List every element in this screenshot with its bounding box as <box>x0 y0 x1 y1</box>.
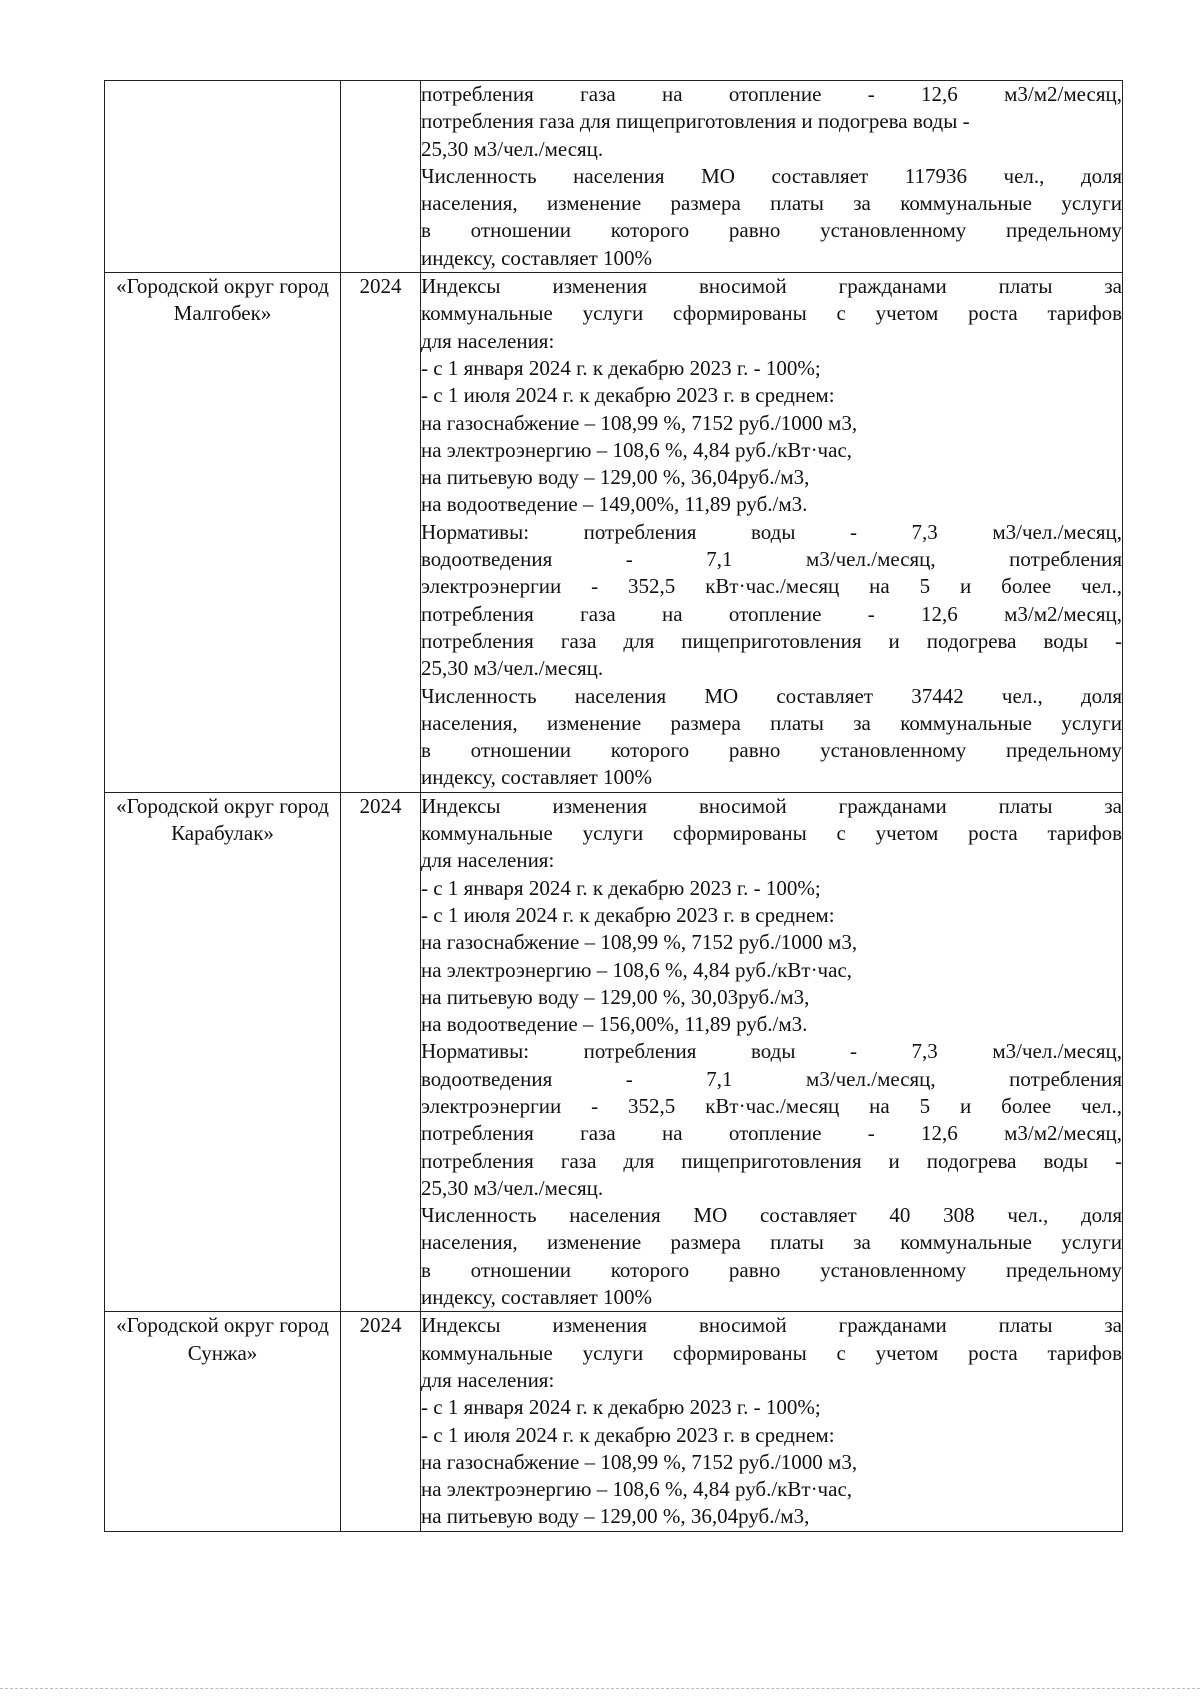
table-row <box>105 792 1123 1312</box>
year-value: 2024 <box>359 793 402 818</box>
description-line: индексу, составляет 100% <box>421 245 653 270</box>
municipality-cell <box>105 273 341 793</box>
description-line: электроэнергии - 352,5 кВт·час./месяц на 5 и более чел., <box>421 1093 1122 1118</box>
description-line: Численность населения МО составляет 37442 чел., доля <box>421 683 1122 708</box>
description-line: коммунальные услуги сформированы с учетом роста тарифов <box>421 821 1122 846</box>
year-value: 2024 <box>359 274 402 299</box>
description-line: на электроэнергию – 108,6 %, 4,84 руб./кВт·час, <box>421 437 853 462</box>
description-cell <box>421 1312 1123 1531</box>
description-line: в отношении которого равно установленному предельному <box>421 218 1122 243</box>
description-line: потребления газа на отопление - 12,6 м3/м2/месяц, <box>421 82 1122 106</box>
table-row <box>105 81 1123 273</box>
page-bottom-scan-line <box>0 1688 1200 1689</box>
year-cell <box>341 273 421 793</box>
description-line: на газоснабжение – 108,99 %, 7152 руб./1000 м3, <box>421 930 858 955</box>
description-line: водоотведения - 7,1 м3/чел./месяц, потребления <box>421 1066 1122 1091</box>
description-line: Численность населения МО составляет 117936 чел., доля <box>421 163 1122 188</box>
description-line: 25,30 м3/чел./месяц. <box>421 1175 604 1200</box>
municipality-name: «Городской округ город Карабулак» <box>116 793 329 846</box>
table-row <box>105 273 1123 793</box>
description-line: для населения: <box>421 848 555 873</box>
description-line: населения, изменение размера платы за коммунальные услуги <box>421 710 1122 735</box>
description-line: в отношении которого равно установленному предельному <box>421 738 1122 763</box>
municipality-cell <box>105 1312 341 1531</box>
year-cell <box>341 792 421 1312</box>
description-line: потребления газа для пищеприготовления и подогрева воды - <box>421 109 970 134</box>
description-line: Индексы изменения вносимой гражданами платы за <box>421 1313 1122 1338</box>
description-line: - с 1 января 2024 г. к декабрю 2023 г. - 100%; <box>421 1395 821 1420</box>
municipality-cell <box>105 792 341 1312</box>
description-line: населения, изменение размера платы за коммунальные услуги <box>421 191 1122 216</box>
description-line: на питьевую воду – 129,00 %, 36,04руб./м3, <box>421 1504 810 1529</box>
table-row <box>105 1312 1123 1531</box>
description-line: электроэнергии - 352,5 кВт·час./месяц на 5 и более чел., <box>421 574 1122 599</box>
description-line: - с 1 января 2024 г. к декабрю 2023 г. - 100%; <box>421 875 821 900</box>
tariff-table <box>104 80 1123 1532</box>
tariff-table-body <box>105 81 1123 1532</box>
description-line: Численность населения МО составляет 40 308 чел., доля <box>421 1203 1122 1228</box>
description-line: на питьевую воду – 129,00 %, 36,04руб./м3, <box>421 465 810 490</box>
description-line: на питьевую воду – 129,00 %, 30,03руб./м3, <box>421 984 810 1009</box>
description-line: на газоснабжение – 108,99 %, 7152 руб./1000 м3, <box>421 410 858 435</box>
municipality-cell <box>105 81 341 273</box>
description-line: на газоснабжение – 108,99 %, 7152 руб./1000 м3, <box>421 1449 858 1474</box>
description-line: - с 1 июля 2024 г. к декабрю 2023 г. в среднем: <box>421 383 835 408</box>
description-line: индексу, составляет 100% <box>421 1285 653 1310</box>
description-line: Нормативы: потребления воды - 7,3 м3/чел./месяц, <box>421 519 1122 544</box>
description-line: индексу, составляет 100% <box>421 765 653 790</box>
description-line: потребления газа на отопление - 12,6 м3/м2/месяц, <box>421 601 1122 626</box>
description-line: потребления газа для пищеприготовления и подогрева воды - <box>421 628 1122 653</box>
description-line: коммунальные услуги сформированы с учетом роста тарифов <box>421 301 1122 326</box>
description-line: коммунальные услуги сформированы с учетом роста тарифов <box>421 1340 1122 1365</box>
description-line: потребления газа на отопление - 12,6 м3/м2/месяц, <box>421 1121 1122 1146</box>
description-line: потребления газа для пищеприготовления и подогрева воды - <box>421 1148 1122 1173</box>
year-cell <box>341 1312 421 1531</box>
description-line: для населения: <box>421 1367 555 1392</box>
description-cell <box>421 81 1123 273</box>
description-line: Индексы изменения вносимой гражданами платы за <box>421 274 1122 299</box>
description-line: на водоотведение – 149,00%, 11,89 руб./м3. <box>421 492 808 517</box>
description-line: на электроэнергию – 108,6 %, 4,84 руб./кВт·час, <box>421 957 853 982</box>
municipality-name: «Городской округ город Малгобек» <box>116 274 329 326</box>
description-line: - с 1 января 2024 г. к декабрю 2023 г. - 100%; <box>421 355 821 380</box>
description-line: - с 1 июля 2024 г. к декабрю 2023 г. в среднем: <box>421 1422 835 1447</box>
description-line: для населения: <box>421 328 555 353</box>
description-line: на электроэнергию – 108,6 %, 4,84 руб./кВт·час, <box>421 1477 853 1502</box>
description-cell <box>421 792 1123 1312</box>
description-line: в отношении которого равно установленному предельному <box>421 1257 1122 1282</box>
description-line: водоотведения - 7,1 м3/чел./месяц, потребления <box>421 547 1122 572</box>
municipality-name: «Городской округ город Сунжа» <box>116 1313 329 1365</box>
description-line: - с 1 июля 2024 г. к декабрю 2023 г. в среднем: <box>421 902 835 927</box>
description-line: населения, изменение размера платы за коммунальные услуги <box>421 1230 1122 1255</box>
description-line: 25,30 м3/чел./месяц. <box>421 656 604 681</box>
year-value: 2024 <box>359 1313 402 1338</box>
description-line: 25,30 м3/чел./месяц. <box>421 136 604 161</box>
description-cell <box>421 273 1123 793</box>
description-line: Нормативы: потребления воды - 7,3 м3/чел./месяц, <box>421 1039 1122 1064</box>
description-line: Индексы изменения вносимой гражданами платы за <box>421 793 1122 818</box>
year-cell <box>341 81 421 273</box>
description-line: на водоотведение – 156,00%, 11,89 руб./м3. <box>421 1012 808 1037</box>
